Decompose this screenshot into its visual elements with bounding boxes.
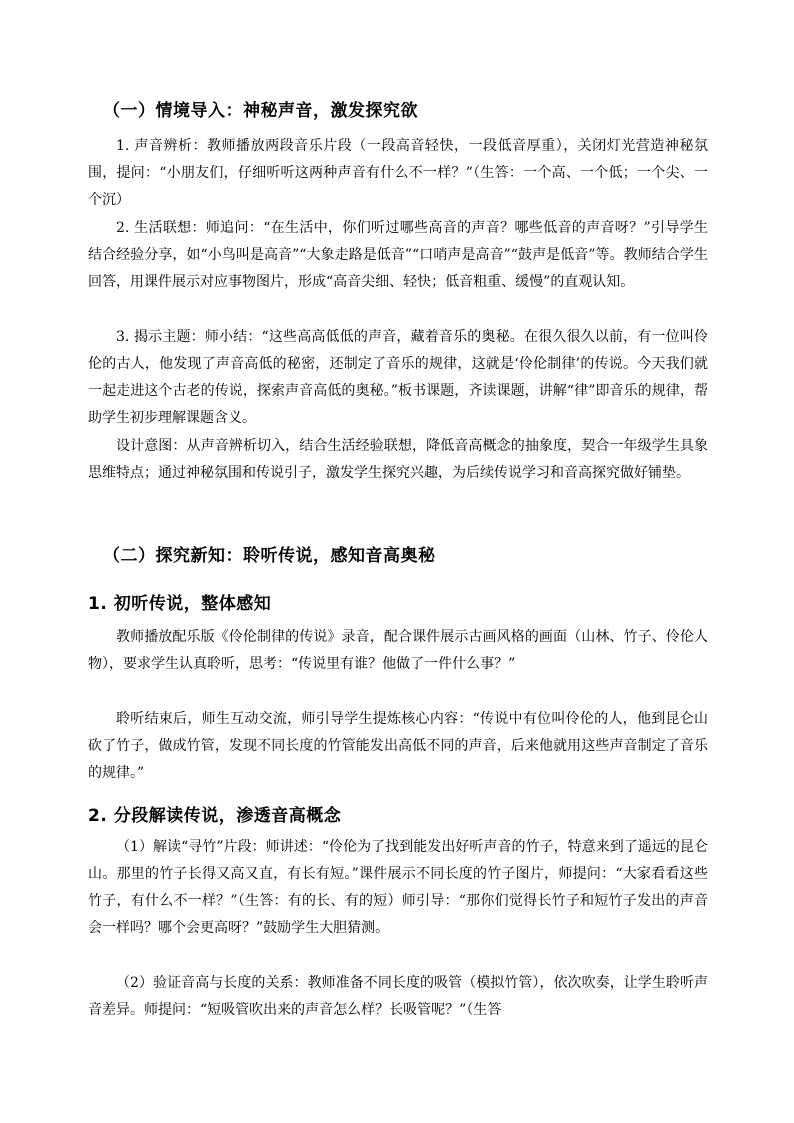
paragraph-sound-discrimination: 1. 声音辨析：教师播放两段音乐片段（一段高音轻快，一段低音厚重），关闭灯光营造神秘氛围，提问：“小朋友们，仔细听听这两种声音有什么不一样？”（生答：一个高、一个低；一个尖、一个沉）	[88, 138, 708, 208]
section-2-heading: （二）探究新知：聆听传说，感知音高奥秘	[103, 546, 436, 566]
subsection-1-heading: 1. 初听传说，整体感知	[88, 594, 272, 614]
paragraph-reveal-theme: 3. 揭示主题：师小结：“这些高高低低的声音，藏着音乐的奥秘。在很久很久以前，有一位叫伶伦的古人，他发现了声音高低的秘密，还制定了音乐的规律，这就是‘伶伦制律’的传说。今天我们就一起走进这个古老的传说，探索声音高低的奥秘。”板书课题，齐读课题，讲解“律”即音乐的规律，帮助学生初步理解课题含义。	[88, 329, 708, 426]
paragraph-find-bamboo: （1）解读“寻竹”片段：师讲述：“伶伦为了找到能发出好听声音的竹子，特意来到了遥远的昆仑山。那里的竹子长得又高又直，有长有短。”课件展示不同长度的竹子图片，师提问：“大家看看这些竹子，有什么不一样？”（生答：有的长、有的短）师引导：“那你们觉得长竹子和短竹子发出的声音会一样吗？哪个会更高呀？”鼓励学生大胆猜测。	[88, 839, 708, 936]
paragraph-life-association: 2. 生活联想：师追问：“在生活中，你们听过哪些高音的声音？哪些低音的声音呀？”引导学生结合经验分享，如“小鸟叫是高音”“大象走路是低音”“口哨声是高音”“鼓声是低音”等。教师结合学生回答，用课件展示对应事物图片，形成“高音尖细、轻快；低音粗重、缓慢”的直观认知。	[88, 220, 708, 290]
subsection-2-heading: 2. 分段解读传说，渗透音高概念	[88, 806, 342, 826]
section-1-heading: （一）情境导入：神秘声音，激发探究欲	[103, 101, 418, 121]
paragraph-pitch-length: （2）验证音高与长度的关系：教师准备不同长度的吸管（模拟竹管），依次吹奏，让学生聆听声音差异。师提问：“短吸管吹出来的声音怎么样？长吸管呢？”（生答	[88, 975, 708, 1018]
paragraph-listening-discussion: 聆听结束后，师生互动交流，师引导学生提炼核心内容：“传说中有位叫伶伦的人，他到昆仑山砍了竹子，做成竹管，发现不同长度的竹管能发出高低不同的声音，后来他就用这些声音制定了音乐的规律。”	[88, 711, 708, 781]
paragraph-design-intent: 设计意图：从声音辨析切入，结合生活经验联想，降低音高概念的抽象度，契合一年级学生具象思维特点；通过神秘氛围和传说引子，激发学生探究兴趣，为后续传说学习和音高探究做好铺垫。	[88, 438, 708, 481]
paragraph-first-listening: 教师播放配乐版《伶伦制律的传说》录音，配合课件展示古画风格的画面（山林、竹子、伶伦人物），要求学生认真聆听，思考：“传说里有谁？他做了一件什么事？”	[88, 629, 708, 672]
